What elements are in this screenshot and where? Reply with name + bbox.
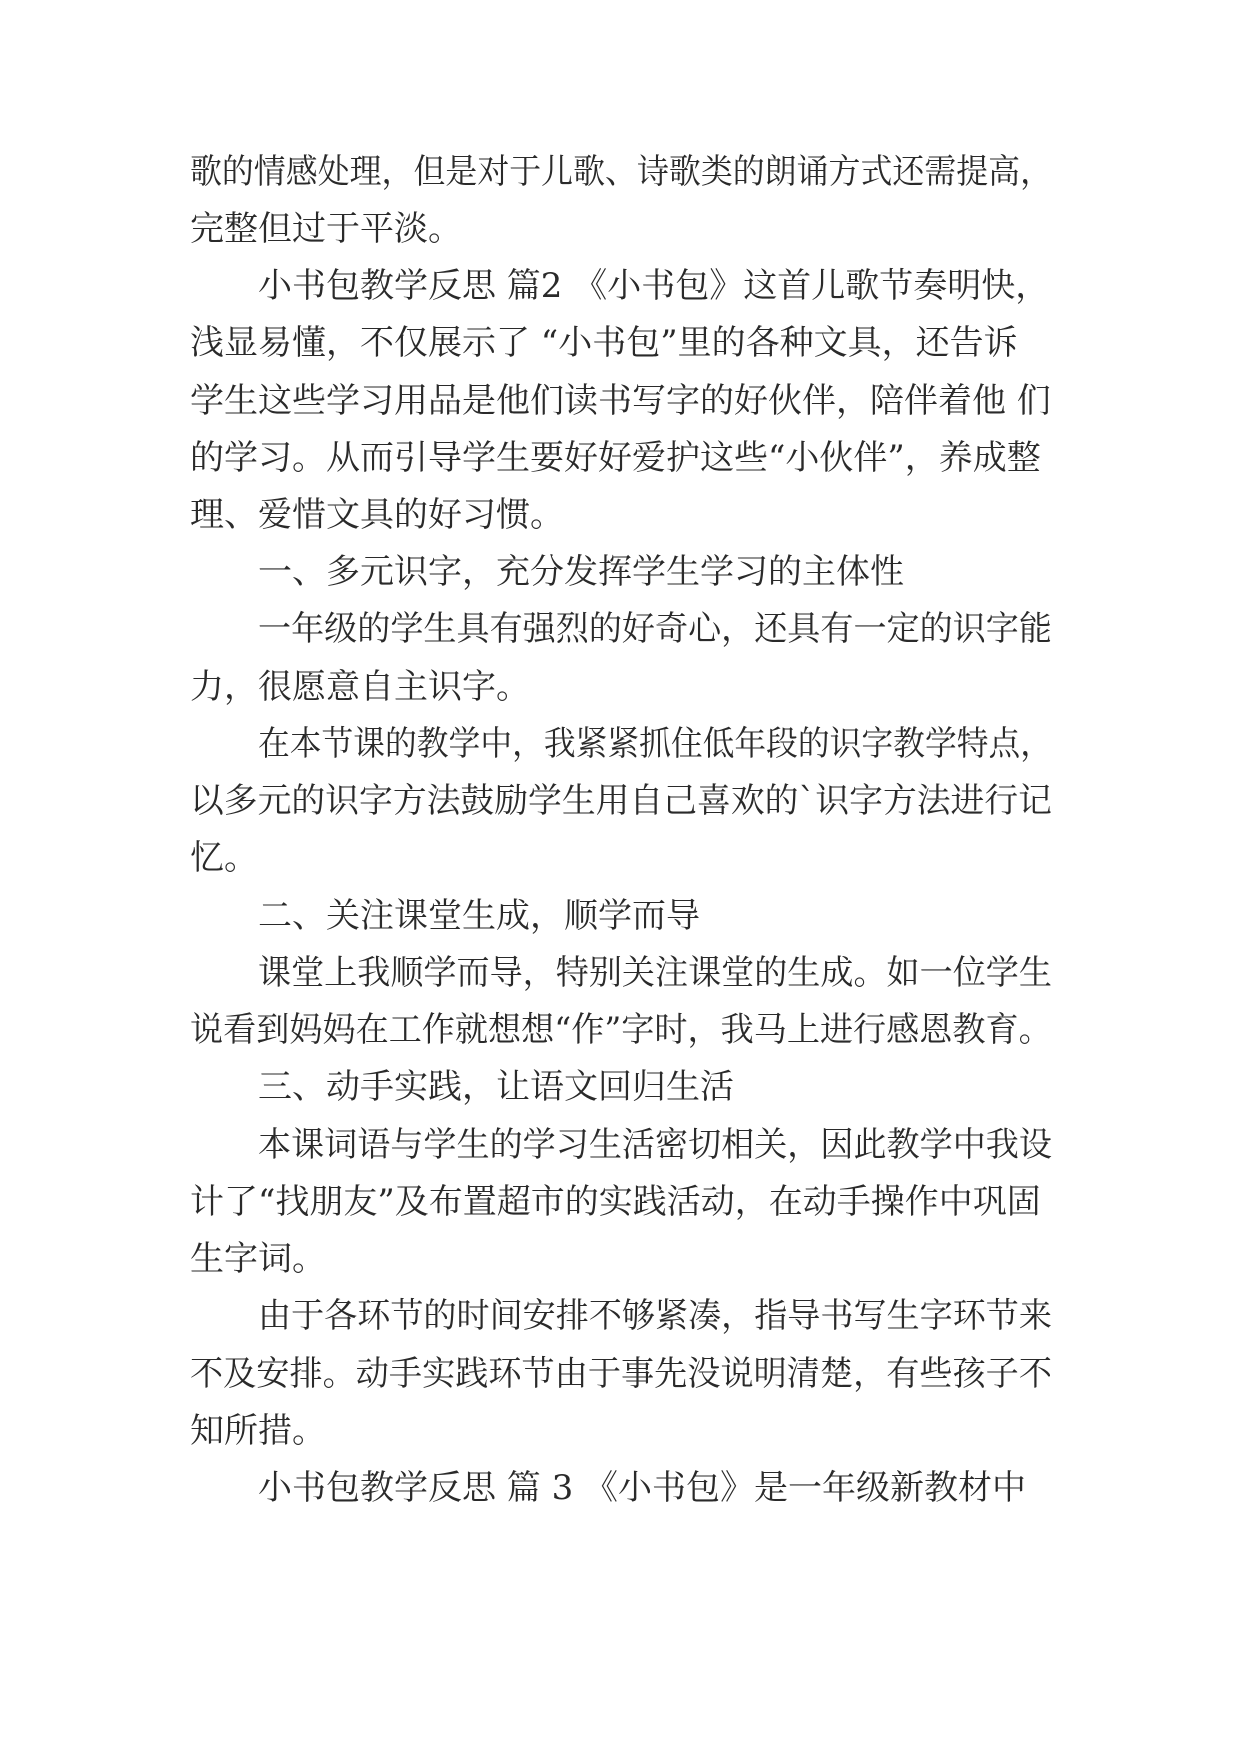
text-line: 一年级的学生具有强烈的好奇心，还具有一定的识字能 — [258, 609, 1052, 649]
section-heading-line: 小书包教学反思 篇2 《小书包》这首儿歌节奏明快， — [258, 266, 1050, 306]
text-line: 课堂上我顺学而导，特别关注课堂的生成。如一位学生 — [258, 953, 1052, 993]
text-line: 的学习。从而引导学生要好好爱护这些“小伙伴”，养成整 — [190, 438, 1041, 478]
text-line: 以多元的识字方法鼓励学生用自己喜欢的`识字方法进行记 — [190, 781, 1052, 821]
subheading-line: 一、多元识字，充分发挥学生学习的主体性 — [258, 552, 904, 592]
text-line: 浅显易懂，不仅展示了 “小书包”里的各种文具，还告诉 — [190, 323, 1018, 363]
text-line: 理、爱惜文具的好习惯。 — [190, 495, 564, 535]
text-line: 计了“找朋友”及布置超市的实践活动，在动手操作中巩固 — [190, 1182, 1041, 1222]
subheading-line: 二、关注课堂生成，顺学而导 — [258, 896, 700, 936]
text-line: 说看到妈妈在工作就想想“作”字时，我马上进行感恩教育。 — [190, 1010, 1052, 1050]
text-line: 力，很愿意自主识字。 — [190, 667, 530, 707]
text-line: 由于各环节的时间安排不够紧凑，指导书写生字环节来 — [258, 1296, 1052, 1336]
text-line: 生字词。 — [190, 1239, 326, 1279]
text-line: 不及安排。动手实践环节由于事先没说明清楚，有些孩子不 — [190, 1354, 1052, 1394]
text-line: 本课词语与学生的学习生活密切相关，因此教学中我设 — [258, 1125, 1052, 1165]
section-heading-line: 小书包教学反思 篇 3 《小书包》是一年级新教材中 — [258, 1468, 1027, 1508]
text-line: 在本节课的教学中，我紧紧抓住低年段的识字教学特点， — [258, 724, 1052, 764]
text-line: 学生这些学习用品是他们读书写字的好伙伴，陪伴着他 们 — [190, 381, 1051, 421]
text-line: 知所措。 — [190, 1411, 326, 1451]
text-line: 完整但过于平淡。 — [190, 209, 462, 249]
subheading-line: 三、动手实践，让语文回归生活 — [258, 1067, 734, 1107]
text-line: 忆。 — [190, 838, 258, 878]
text-line: 歌的情感处理，但是对于儿歌、诗歌类的朗诵方式还需提高， — [190, 152, 1053, 192]
